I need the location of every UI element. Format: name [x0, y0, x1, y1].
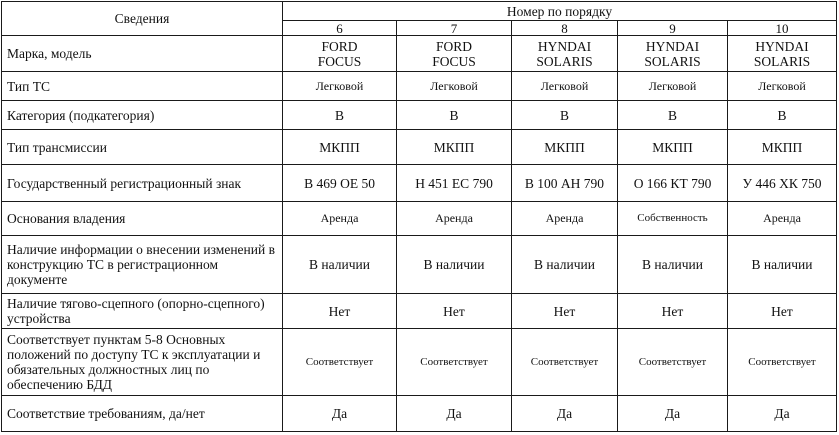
cell-model: HYNDAI SOLARIS [536, 38, 593, 69]
cell-modification-info: В наличии [728, 236, 837, 294]
cell-ownership: Аренда [283, 202, 397, 236]
cell-modification-info: В наличии [397, 236, 512, 294]
cell-vehicle-type: Легковой [397, 72, 512, 101]
row-label: Основания владения [2, 202, 283, 236]
cell-compliance: Соответствует [283, 329, 397, 396]
row-label: Государственный регистрационный знак [2, 165, 283, 202]
table-row [2, 202, 837, 236]
cell-towbar: Нет [728, 294, 837, 329]
cell-model: FORD FOCUS [317, 38, 362, 69]
cell-vehicle-type: Легковой [618, 72, 728, 101]
column-number-7: 7 [397, 21, 512, 36]
cell-towbar: Нет [618, 294, 728, 329]
table-row [2, 165, 837, 202]
cell-transmission: МКПП [618, 130, 728, 165]
cell-requirements: Да [283, 396, 397, 432]
cell-ownership: Аренда [512, 202, 618, 236]
table-row [2, 396, 837, 432]
cell-modification-info: В наличии [283, 236, 397, 294]
cell-plate: У 446 ХК 750 [728, 165, 837, 202]
cell-vehicle-type: Легковой [512, 72, 618, 101]
table-row [2, 130, 837, 165]
row-label: Категория (подкатегория) [2, 101, 283, 130]
cell-transmission: МКПП [512, 130, 618, 165]
table-row [2, 236, 837, 294]
cell-category: В [283, 101, 397, 130]
cell-requirements: Да [618, 396, 728, 432]
row-label: Тип ТС [2, 72, 283, 101]
column-number-10: 10 [728, 21, 837, 36]
cell-model: HYNDAI SOLARIS [644, 38, 701, 69]
cell-category: В [397, 101, 512, 130]
row-label: Соответствие требованиям, да/нет [2, 396, 283, 432]
table-row [2, 36, 837, 72]
cell-plate: В 469 ОЕ 50 [283, 165, 397, 202]
header-row [2, 2, 837, 21]
column-number-8: 8 [512, 21, 618, 36]
cell-modification-info: В наличии [512, 236, 618, 294]
cell-requirements: Да [397, 396, 512, 432]
header-info-cell: Сведения [2, 2, 283, 36]
column-number-9: 9 [618, 21, 728, 36]
cell-compliance: Соответствует [397, 329, 512, 396]
cell-transmission: МКПП [397, 130, 512, 165]
cell-ownership: Собственность [618, 202, 728, 236]
row-label: Наличие информации о внесении изменений в конструкцию ТС в регистрационном документе [2, 236, 283, 294]
vehicles-table [1, 1, 837, 432]
table-row [2, 101, 837, 130]
table-row [2, 294, 837, 329]
row-label: Марка, модель [2, 36, 283, 72]
cell-compliance: Соответствует [512, 329, 618, 396]
cell-towbar: Нет [397, 294, 512, 329]
cell-ownership: Аренда [397, 202, 512, 236]
cell-vehicle-type: Легковой [283, 72, 397, 101]
table-row [2, 72, 837, 101]
cell-transmission: МКПП [283, 130, 397, 165]
cell-compliance: Соответствует [728, 329, 837, 396]
cell-category: В [728, 101, 837, 130]
cell-towbar: Нет [512, 294, 618, 329]
cell-category: В [512, 101, 618, 130]
header-order-cell: Номер по порядку [283, 2, 837, 21]
row-label: Тип трансмиссии [2, 130, 283, 165]
row-label: Соответствует пунктам 5-8 Основных положений по доступу ТС к эксплуатации и обязательных должностных лиц по обеспечению БДД [2, 329, 283, 396]
cell-category: В [618, 101, 728, 130]
cell-transmission: МКПП [728, 130, 837, 165]
cell-modification-info: В наличии [618, 236, 728, 294]
cell-model: HYNDAI SOLARIS [753, 38, 811, 69]
cell-plate: О 166 КТ 790 [618, 165, 728, 202]
cell-compliance: Соответствует [618, 329, 728, 396]
cell-towbar: Нет [283, 294, 397, 329]
row-label: Наличие тягово-сцепного (опорно-сцепного) устройства [2, 294, 283, 329]
column-number-6: 6 [283, 21, 397, 36]
cell-ownership: Аренда [728, 202, 837, 236]
cell-model: FORD FOCUS [432, 38, 476, 69]
cell-requirements: Да [512, 396, 618, 432]
table-row [2, 329, 837, 396]
cell-requirements: Да [728, 396, 837, 432]
cell-plate: Н 451 ЕС 790 [397, 165, 512, 202]
cell-vehicle-type: Легковой [728, 72, 837, 101]
cell-plate: В 100 АН 790 [512, 165, 618, 202]
